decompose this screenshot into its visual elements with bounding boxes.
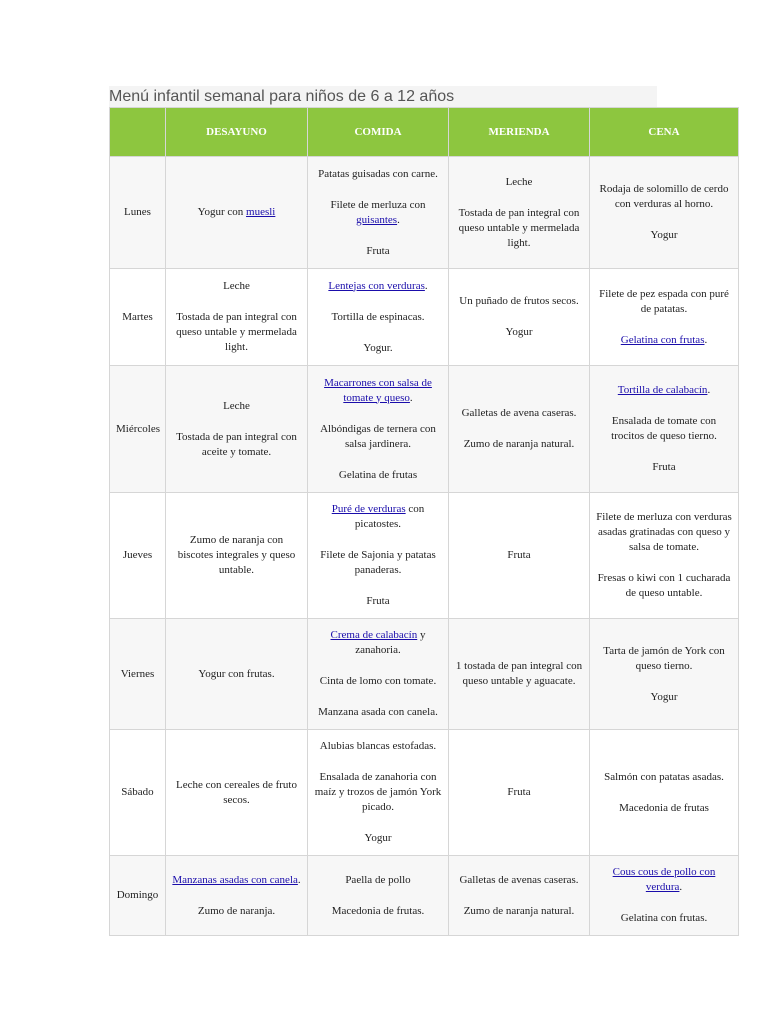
cell-cena (590, 730, 739, 856)
menu-text: . (297, 873, 301, 886)
menu-item (314, 502, 442, 532)
menu-item (314, 167, 442, 182)
menu-text: Manzana asada con canela. (318, 706, 438, 718)
menu-item (455, 206, 583, 251)
menu-item (314, 705, 442, 720)
menu-item (455, 437, 583, 452)
menu-text: Gelatina de frutas (338, 468, 418, 481)
cell-comida (308, 493, 449, 619)
menu-item (314, 279, 442, 294)
menu-item (314, 904, 442, 919)
header-cena: CENA (590, 108, 739, 157)
menu-text: Macedonia de frutas. (331, 904, 425, 917)
cell-cena (590, 157, 739, 269)
menu-item (596, 287, 732, 317)
menu-item (455, 175, 583, 190)
header-merienda: MERIENDA (449, 108, 590, 157)
menu-item (314, 770, 442, 815)
menu-item (596, 333, 732, 348)
menu-item (455, 904, 583, 919)
menu-text: Zumo de naranja natural. (463, 438, 575, 450)
menu-item (172, 279, 301, 294)
day-cell: Viernes (110, 619, 166, 730)
menu-text: Fruta (652, 461, 676, 473)
menu-text: Yogur (364, 832, 392, 844)
cell-comida (308, 856, 449, 936)
menu-item (455, 659, 583, 689)
day-cell: Martes (110, 269, 166, 366)
recipe-link[interactable]: Manzanas asadas con canela (172, 873, 298, 886)
cell-desayuno (166, 856, 308, 936)
menu-text: Yogur (650, 229, 678, 241)
cell-merienda (449, 366, 590, 493)
menu-item (596, 770, 732, 785)
menu-item (172, 205, 301, 220)
menu-item (314, 341, 442, 356)
cell-comida (308, 730, 449, 856)
menu-item (314, 594, 442, 609)
cell-desayuno (166, 493, 308, 619)
table-row (110, 730, 739, 856)
menu-item (596, 644, 732, 674)
day-cell: Lunes (110, 157, 166, 269)
menu-item (596, 228, 732, 243)
cell-cena (590, 856, 739, 936)
recipe-link[interactable]: Lentejas con verduras (328, 279, 425, 292)
menu-text: Galletas de avena caseras. (461, 407, 577, 419)
menu-text: Fresas o kiwi con 1 cucharada de queso untable. (597, 572, 731, 599)
menu-item (172, 430, 301, 460)
recipe-link[interactable]: Tortilla de calabacín (617, 384, 708, 396)
menu-item (314, 310, 442, 325)
menu-text: Zumo de naranja. (197, 904, 276, 917)
menu-text: Macedonia de frutas (619, 801, 709, 814)
menu-text: Ensalada de tomate con trocitos de queso tierno. (611, 415, 717, 442)
menu-text: Leche con cereales de fruto secos. (176, 778, 297, 806)
cell-cena (590, 366, 739, 493)
menu-item (172, 310, 301, 355)
cell-cena (590, 619, 739, 730)
menu-item (314, 244, 442, 259)
cell-desayuno (166, 730, 308, 856)
menu-item (314, 831, 442, 846)
menu-item (596, 801, 732, 816)
menu-item (455, 325, 583, 340)
menu-text: Un puñado de frutos secos. (459, 295, 579, 307)
cell-merienda (449, 856, 590, 936)
menu-text: Yogur (650, 690, 678, 703)
weekly-menu-table (109, 107, 739, 936)
menu-item (314, 873, 442, 888)
menu-item (596, 865, 732, 895)
menu-item (314, 548, 442, 578)
page-title: Menú infantil semanal para niños de 6 a 12 años (109, 86, 657, 108)
menu-item (455, 873, 583, 888)
recipe-link[interactable]: Cous cous de pollo con verdura (612, 866, 716, 893)
menu-item (596, 571, 732, 601)
cell-comida (308, 269, 449, 366)
menu-text: Leche (223, 399, 250, 412)
menu-text: Salmón con patatas asadas. (604, 770, 724, 783)
menu-text: Galletas de avenas caseras. (459, 873, 579, 886)
menu-text: Yogur. (363, 341, 393, 354)
menu-text: Tortilla de espinacas. (331, 310, 425, 323)
menu-text: Fruta (366, 595, 390, 607)
menu-text: Fruta (507, 549, 531, 561)
day-cell: Domingo (110, 856, 166, 936)
menu-text: Ensalada de zanahoria con maíz y trozos de jamón York picado. (314, 771, 442, 813)
menu-item (314, 422, 442, 452)
table-row (110, 619, 739, 730)
menu-item (172, 533, 301, 578)
menu-text: Tostada de pan integral con queso untable y mermelada light. (458, 206, 580, 249)
menu-item (172, 873, 301, 888)
header-desayuno: DESAYUNO (166, 108, 308, 157)
menu-item (596, 460, 732, 475)
menu-item (172, 778, 301, 808)
menu-text: . (707, 384, 711, 396)
menu-text: Paella de pollo (345, 873, 411, 886)
menu-text: 1 tostada de pan integral con queso untable y aguacate. (455, 660, 583, 687)
menu-text: Tostada de pan integral con aceite y tomate. (176, 430, 297, 458)
day-cell: Sábado (110, 730, 166, 856)
menu-text: Yogur (505, 326, 533, 338)
menu-text: Filete de Sajonia y patatas panaderas. (320, 549, 436, 576)
table-row (110, 157, 739, 269)
menu-text: . (397, 213, 400, 226)
menu-text: Filete de merluza con (330, 198, 426, 211)
menu-item (314, 674, 442, 689)
cell-comida (308, 366, 449, 493)
menu-text: Filete de pez espada con puré de patatas. (599, 287, 729, 315)
cell-cena (590, 493, 739, 619)
menu-text: Yogur con (197, 206, 247, 218)
menu-text: . (679, 881, 683, 893)
recipe-link[interactable]: guisantes (356, 213, 398, 226)
menu-item (314, 468, 442, 483)
table-row (110, 269, 739, 366)
menu-item (314, 739, 442, 754)
menu-item (172, 399, 301, 414)
menu-text: Albóndigas de ternera con salsa jardinera. (320, 422, 436, 450)
recipe-link[interactable]: muesli (246, 206, 276, 218)
cell-comida (308, 157, 449, 269)
table-row (110, 366, 739, 493)
cell-desayuno (166, 157, 308, 269)
menu-text: Tostada de pan integral con queso untable y mermelada light. (176, 311, 297, 353)
menu-text: Tarta de jamón de York con queso tierno. (603, 644, 725, 672)
cell-cena (590, 269, 739, 366)
menu-text: Cinta de lomo con tomate. (319, 675, 437, 687)
menu-item (314, 628, 442, 658)
menu-text: . (409, 391, 413, 404)
menu-text: Alubias blancas estofadas. (319, 740, 437, 752)
cell-merienda (449, 157, 590, 269)
menu-text: Yogur con frutas. (198, 667, 275, 680)
menu-text: Leche (223, 280, 250, 292)
cell-comida (308, 619, 449, 730)
menu-text: Zumo de naranja natural. (463, 904, 575, 917)
menu-text: Leche (505, 175, 533, 188)
menu-item (172, 904, 301, 919)
cell-merienda (449, 619, 590, 730)
menu-text: Patatas guisadas con carne. (318, 167, 438, 180)
menu-item (596, 383, 732, 398)
menu-text: y zanahoria. (355, 629, 426, 656)
menu-text: . (424, 279, 428, 292)
header-comida: COMIDA (308, 108, 449, 157)
cell-desayuno (166, 619, 308, 730)
menu-text: Fruta (507, 786, 531, 798)
table-row (110, 493, 739, 619)
recipe-link[interactable]: Puré de verduras (331, 503, 406, 515)
menu-item (596, 182, 732, 212)
menu-item (314, 376, 442, 406)
menu-text: Filete de merluza con verduras asadas gratinadas con queso y salsa de tomate. (596, 511, 732, 553)
menu-text: Gelatina con frutas. (620, 912, 708, 924)
menu-text: . (704, 333, 708, 346)
menu-text: con picatostes. (354, 503, 425, 530)
header-corner (110, 108, 166, 157)
menu-item (455, 785, 583, 800)
recipe-link[interactable]: Crema de calabacín (330, 629, 418, 641)
menu-item (455, 548, 583, 563)
menu-item (455, 406, 583, 421)
recipe-link[interactable]: Gelatina con frutas (620, 333, 705, 346)
day-cell: Jueves (110, 493, 166, 619)
cell-merienda (449, 730, 590, 856)
cell-desayuno (166, 269, 308, 366)
recipe-link[interactable]: Macarrones con salsa de tomate y queso (324, 376, 432, 404)
menu-item (596, 690, 732, 705)
menu-item (596, 510, 732, 555)
menu-body (110, 157, 739, 936)
menu-item (455, 294, 583, 309)
header-row (110, 108, 739, 157)
table-row (110, 856, 739, 936)
menu-item (172, 667, 301, 682)
menu-item (596, 911, 732, 926)
cell-merienda (449, 493, 590, 619)
cell-desayuno (166, 366, 308, 493)
menu-item (314, 198, 442, 228)
menu-item (596, 414, 732, 444)
menu-text: Rodaja de solomillo de cerdo con verduras al horno. (599, 183, 729, 210)
day-cell: Miércoles (110, 366, 166, 493)
menu-text: Fruta (366, 244, 390, 257)
cell-merienda (449, 269, 590, 366)
menu-text: Zumo de naranja con biscotes integrales y queso untable. (177, 534, 296, 576)
